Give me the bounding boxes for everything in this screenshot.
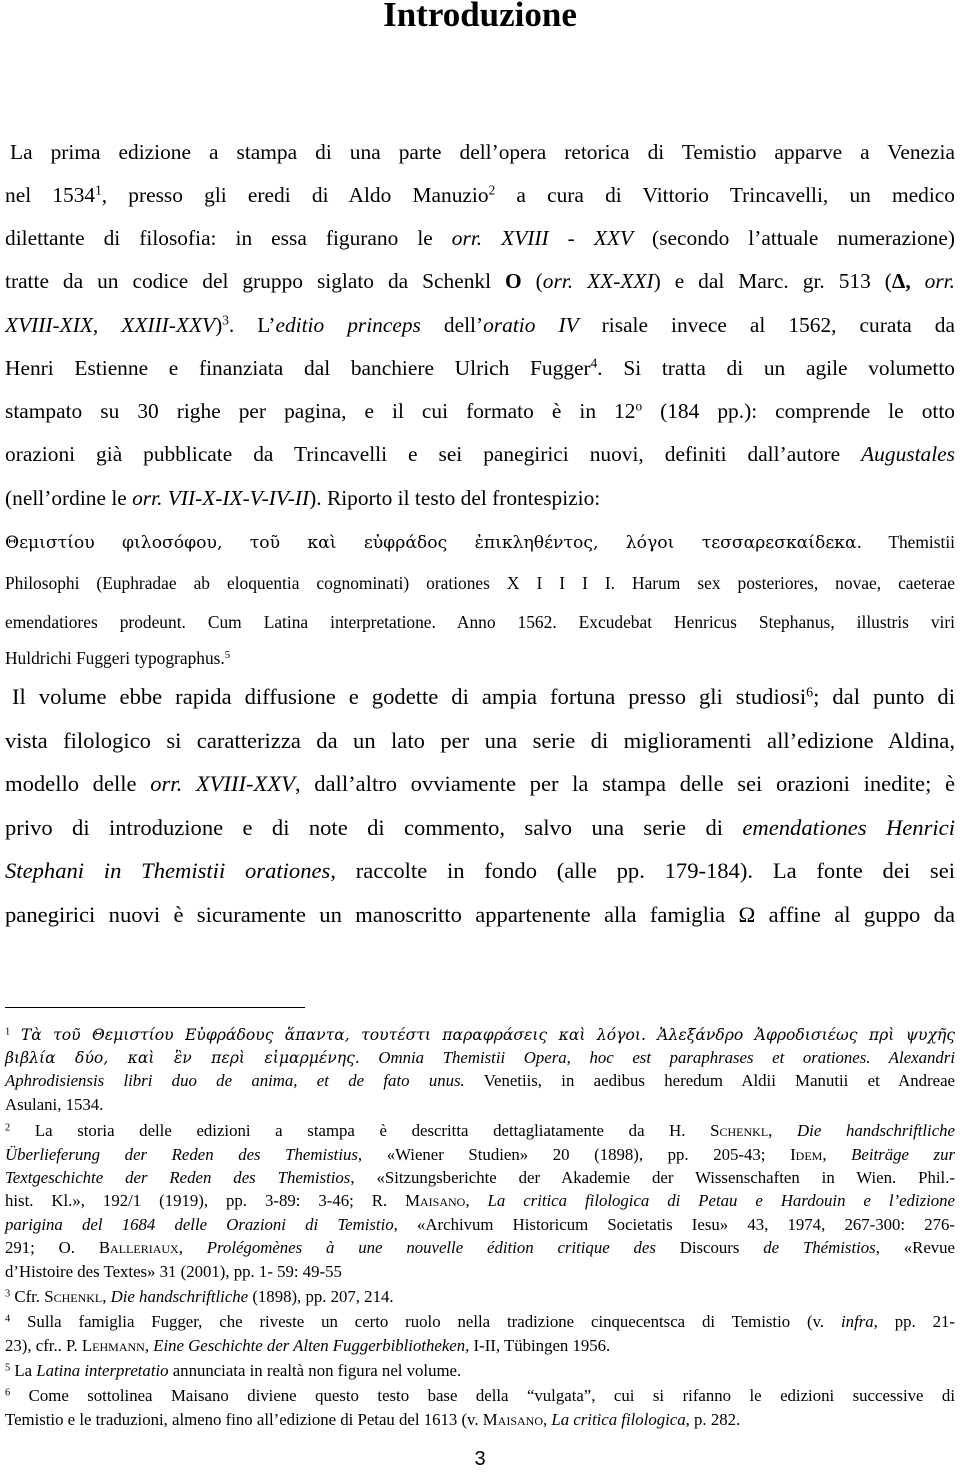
footnote-ref[interactable]: 5	[224, 649, 231, 662]
text: dilettante di filosofia: in essa figurano le	[5, 226, 452, 250]
text: (nell’ordine le	[5, 486, 133, 510]
italic-text: XVIII-XIX, XXIII-XXV	[5, 313, 216, 337]
text: , I-II, Tübingen 1956.	[465, 1336, 611, 1355]
italic-text: orr.	[150, 771, 183, 796]
italic-text: Augustales	[861, 442, 955, 466]
footnote-5	[5, 1361, 955, 1381]
footnote-ref[interactable]: 1	[95, 182, 102, 198]
italic-text: infra	[841, 1312, 874, 1331]
text: (	[521, 269, 543, 293]
italic-text: orr.	[451, 226, 483, 250]
text: . L’	[228, 313, 276, 337]
text: La storia delle edizioni a stampa è descritta dettagliatamente da H.	[10, 1121, 711, 1140]
footnote-number: 5	[5, 1362, 11, 1374]
text: stampato su 30 righe per pagina, e il cui formato è in 12	[5, 399, 636, 423]
italic-text: XVIII - XXV	[501, 226, 634, 250]
italic-text: editio princeps	[275, 313, 421, 337]
italic-text: Latina interpretatio	[36, 1361, 169, 1380]
text-line	[5, 612, 955, 633]
text: a cura di Vittorio Trincavelli, un medico	[495, 183, 956, 207]
footnote-ref[interactable]: 6	[806, 685, 814, 701]
text: Sulla famiglia Fugger, che riveste un certo ruolo nella tradizione cinquecentsca di Temistio (v.	[10, 1312, 842, 1331]
footnote-number: 4	[5, 1313, 11, 1325]
text: panegirici nuovi è sicuramente un manoscritto appartenente alla famiglia Ω affine al guppo da	[5, 902, 955, 927]
text: , raccolte in fondo (alle pp. 179-184). La fonte dei sei	[330, 858, 955, 883]
footnote-4	[5, 1312, 955, 1332]
text: , dall’altro ovviamente per la stampa delle sei orazioni inedite; è	[294, 771, 955, 796]
footnote-number: 3	[5, 1288, 11, 1300]
text: . Si tratta di un agile volumetto	[597, 356, 955, 380]
author-name: Schenkl	[710, 1121, 769, 1140]
text-line	[5, 226, 955, 251]
footnote-2	[5, 1121, 955, 1141]
text-line	[12, 684, 955, 710]
text	[573, 269, 587, 293]
text-line	[5, 771, 955, 797]
footnote-number: 2	[5, 1122, 11, 1134]
text: ,	[178, 1238, 207, 1257]
text: d’Histoire des Textes» 31 (2001), pp. 1- 59: 49-55	[5, 1262, 342, 1281]
text: risale invece al 1562, curata da	[578, 313, 955, 337]
text: hist. Kl.», 192/1 (1919), pp. 3-89: 3-46; R.	[5, 1191, 406, 1210]
italic-text: Beiträge zur	[851, 1145, 955, 1164]
text-line	[5, 815, 955, 841]
text-line	[5, 1095, 955, 1115]
text-line	[5, 313, 955, 338]
footnote-ref[interactable]: 3	[222, 312, 229, 328]
text: annunciata in realtà non figura nel volume.	[168, 1361, 462, 1380]
text: Cfr.	[10, 1287, 45, 1306]
italic-text: La critica filologica	[551, 1410, 686, 1429]
italic-text: de Thémistios	[763, 1238, 876, 1257]
text: Come sottolinea Maisano diviene questo testo base della “vulgata”, cui si rifanno le edizioni successive di	[10, 1386, 955, 1405]
text: Asulani, 1534.	[5, 1095, 104, 1114]
italic-text: Prolégomènes à une nouvelle édition critique des	[206, 1238, 656, 1257]
italic-text: Stephani in Themistii orationes	[5, 858, 331, 883]
footnote-6	[5, 1386, 955, 1406]
author-name: Schenkl	[44, 1287, 103, 1306]
text: Venetiis, in aedibus heredum Aldii Manutii et Andreae	[464, 1071, 955, 1090]
text: (1898), pp. 207, 214.	[248, 1287, 394, 1306]
text	[482, 226, 501, 250]
text-line	[5, 532, 955, 553]
text: (secondo l’attuale numerazione)	[633, 226, 955, 250]
text: ). Riporto il testo del frontespizio:	[309, 486, 601, 510]
italic-text: orr.	[542, 269, 574, 293]
text-line	[5, 1145, 955, 1165]
author-name: Maisano	[405, 1191, 466, 1210]
greek-italic-text: βιβλία δύο, καὶ ἓν περὶ εἱμαρμένης.	[5, 1049, 360, 1067]
page-number: 3	[474, 1448, 486, 1470]
text-line	[5, 1168, 955, 1188]
text: , pp. 21-	[873, 1312, 955, 1331]
text: modello delle	[5, 771, 151, 796]
text-line	[5, 573, 955, 594]
text: Henri Estienne e finanziata dal banchiere Ulrich Fugger	[5, 356, 591, 380]
text: Themistii	[862, 532, 955, 552]
text-line	[5, 442, 955, 467]
italic-text: orr.	[924, 269, 955, 293]
text-line	[5, 269, 955, 294]
text: ,	[144, 1336, 154, 1355]
italic-text: Die handschriftliche	[110, 1287, 249, 1306]
text-line	[5, 1336, 955, 1356]
italic-text: parigina del 1684 delle Orazioni di Temistio	[5, 1215, 394, 1234]
text: La	[10, 1361, 37, 1380]
italic-text: La critica filologica di Petau e Hardouin e l’edizione	[487, 1191, 956, 1210]
text-line	[5, 648, 955, 669]
page-title: Introduzione	[383, 0, 577, 34]
italic-text: VII-X-IX-V-IV-II	[167, 486, 310, 510]
author-name: Balleriaux	[98, 1238, 179, 1257]
text: vista filologico si caratterizza da un lato per una serie di miglioramenti all’edizione Aldina,	[5, 728, 955, 753]
footnote-1	[5, 1025, 955, 1045]
text: emendatiores prodeunt. Cum Latina interpretatione. Anno 1562. Excudebat Henricus Stephanus, illustris viri	[5, 612, 955, 632]
bold-text: ,	[905, 269, 925, 293]
text-line	[5, 356, 955, 381]
footnote-ref[interactable]: 2	[488, 182, 496, 198]
text: orazioni già pubblicate da Trincavelli e sei panegirici nuovi, definiti dall’autore	[5, 442, 862, 466]
text: Philosophi (Euphradae ab eloquentia cognominati) orationes X I I I I. Harum sex posteriores, novae, caeterae	[5, 573, 955, 593]
text: 23), cfr.. P.	[5, 1336, 82, 1355]
superscript: o	[635, 398, 643, 414]
text: ) e dal Marc. gr. 513 (	[653, 269, 892, 293]
footnote-ref[interactable]: 4	[590, 355, 598, 371]
italic-text: Die handschriftliche	[797, 1121, 956, 1140]
italic-text: Aphrodisiensis libri duo de anima, et de fato unus.	[5, 1071, 465, 1090]
text-line	[5, 1238, 955, 1258]
italic-text: Eine Geschichte der Alten Fuggerbibliotheken	[153, 1336, 466, 1355]
greek-italic-text: Τὰ τοῦ Θεμιστίου Εὐφράδους ἅπαντα, τουτέστι παραφράσεις καὶ λόγοι. Ἀλεξάνδρο Ἀφροδισιέως πρὶ ψυχῆς	[20, 1026, 955, 1044]
text: Il volume ebbe rapida diffusione e godette di ampia fortuna presso gli studiosi	[12, 684, 807, 709]
footnote-number: 1	[5, 1026, 11, 1038]
text: dell’	[420, 313, 484, 337]
text-line	[5, 1071, 955, 1091]
italic-text: Überlieferung der Reden des Themistius	[5, 1145, 358, 1164]
text-line	[5, 902, 955, 928]
text-line	[5, 728, 955, 754]
text-line	[5, 183, 955, 208]
italic-text: Omnia Themistii Opera, hoc est paraphrases et orationes. Alexandri	[378, 1048, 955, 1067]
footnote-separator	[5, 1007, 305, 1008]
text: , p. 282.	[685, 1410, 741, 1429]
text-line	[5, 1262, 955, 1282]
footnote-3	[5, 1287, 955, 1307]
text: Discours	[655, 1238, 764, 1257]
text: , «Revue	[875, 1238, 955, 1257]
author-name: Idem	[790, 1145, 823, 1164]
text-line	[5, 858, 955, 884]
text-line	[10, 140, 955, 165]
footnote-number: 6	[5, 1387, 11, 1399]
text: privo di introduzione e di note di commento, salvo una serie di	[5, 815, 743, 840]
italic-text: Textgeschichte der Reden des Themistios	[5, 1168, 351, 1187]
text: La prima edizione a stampa di una parte dell’opera retorica di Temistio apparve a Venezia	[10, 140, 955, 164]
text: ,	[465, 1191, 488, 1210]
author-name: Maisano	[482, 1410, 543, 1429]
text-line	[5, 486, 955, 511]
italic-text: XVIII-XXV	[195, 771, 295, 796]
italic-text: emendationes Henrici	[742, 815, 955, 840]
text: , presso gli eredi di Aldo Manuzio	[101, 183, 489, 207]
text: (184 pp.): comprende le otto	[642, 399, 955, 423]
text: 291; O.	[5, 1238, 99, 1257]
italic-text: XX-XXI	[587, 269, 654, 293]
text	[360, 1048, 379, 1067]
text: , «Archivum Historicum Societatis Iesu» 43, 1974, 267-300: 276-	[393, 1215, 955, 1234]
text: ,	[543, 1410, 552, 1429]
text-line	[5, 1191, 955, 1211]
text: Huldrichi Fuggeri typographus.	[5, 648, 225, 668]
text: tratte da un codice del gruppo siglato da Schenkl	[5, 269, 506, 293]
text: Temistio e le traduzioni, almeno fino all’edizione di Petau del 1613 (v.	[5, 1410, 483, 1429]
author-name: Lehmann	[81, 1336, 145, 1355]
italic-text: oratio IV	[483, 313, 579, 337]
text: , «Wiener Studien» 20 (1898), pp. 205-43;	[357, 1145, 791, 1164]
text: , «Sitzungsberichte der Akademie der Wissenschaften in Wien. Phil.-	[350, 1168, 955, 1187]
italic-text: orr.	[132, 486, 163, 510]
text: ,	[768, 1121, 798, 1140]
text-line	[5, 399, 955, 424]
text: ,	[822, 1145, 852, 1164]
text: ; dal punto di	[813, 684, 955, 709]
greek-title-text: Θεμιστίου φιλοσόφου, τοῦ καὶ εὐφράδος ἐπικληθέντος, λόγοι τεσσαρεσκαίδεκα.	[5, 533, 863, 553]
bold-text: Δ	[891, 269, 906, 293]
text: ,	[102, 1287, 111, 1306]
bold-text: O	[505, 269, 522, 293]
text: )	[215, 313, 223, 337]
text	[182, 771, 196, 796]
text-line	[5, 1048, 955, 1068]
text-line	[5, 1410, 955, 1430]
text: nel 1534	[5, 183, 96, 207]
text-line	[5, 1215, 955, 1235]
